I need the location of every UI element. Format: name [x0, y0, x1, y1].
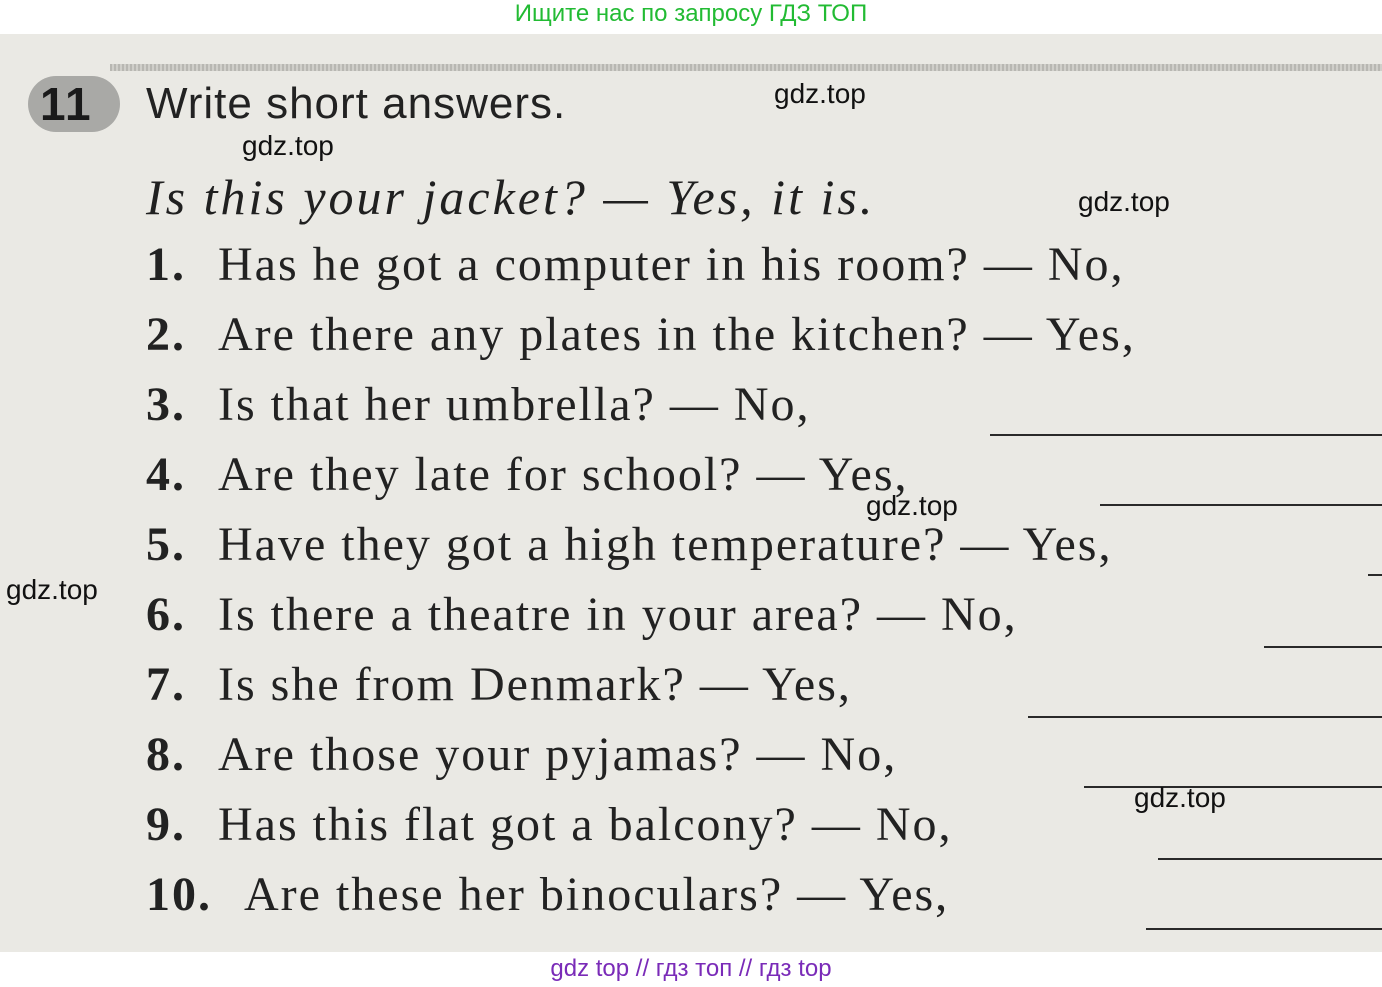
item-text: Are those your pyjamas? — No, — [218, 728, 898, 781]
answer-blank — [1100, 504, 1382, 506]
answer-blank — [1028, 716, 1382, 718]
item-text: Is she from Denmark? — Yes, — [218, 658, 852, 711]
item-number: 8. — [146, 728, 186, 781]
item-text: Is there a theatre in your area? — No, — [218, 588, 1018, 641]
item-text: Has he got a computer in his room? — No, — [218, 238, 1125, 291]
item-text: Are these her binoculars? — Yes, — [244, 868, 950, 921]
bottom-banner[interactable]: gdz top // гдз топ // гдз top — [550, 955, 832, 982]
list-item — [146, 517, 1112, 573]
item-text: Have they got a high temperature? — Yes, — [218, 518, 1113, 571]
list-item — [146, 377, 811, 433]
item-number: 2. — [146, 308, 186, 361]
watermark: gdz.top — [774, 78, 866, 109]
answer-blank — [1264, 646, 1382, 648]
answer-blank — [1084, 786, 1382, 788]
item-number: 9. — [146, 798, 186, 851]
item-number: 7. — [146, 658, 186, 711]
list-item — [146, 727, 897, 783]
watermark: gdz.top — [242, 130, 334, 161]
answer-blank — [1158, 858, 1382, 860]
item-number: 1. — [146, 238, 186, 291]
watermark: gdz.top — [1078, 186, 1170, 217]
exercise-instruction: Write short answers. — [146, 79, 567, 128]
answer-blank — [1368, 574, 1382, 576]
list-item — [146, 307, 1136, 363]
textbook-page — [0, 34, 1382, 952]
watermark: gdz.top — [6, 574, 98, 605]
list-item — [146, 657, 852, 713]
list-item — [146, 587, 1018, 643]
item-number: 5. — [146, 518, 186, 571]
answer-blank — [1146, 928, 1382, 930]
item-number: 4. — [146, 448, 186, 501]
item-text: Are there any plates in the kitchen? — Yes, — [218, 308, 1136, 361]
answer-blank — [990, 434, 1382, 436]
list-item — [146, 867, 949, 923]
exercise-number: 11 — [40, 78, 93, 130]
list-item — [146, 237, 1125, 293]
watermark: gdz.top — [866, 490, 958, 521]
header-rule — [110, 64, 1382, 71]
item-text: Are they late for school? — Yes, — [218, 448, 909, 501]
item-number: 6. — [146, 588, 186, 641]
list-item — [146, 797, 953, 853]
watermark: gdz.top — [1134, 782, 1226, 813]
item-number: 10. — [146, 868, 212, 921]
top-banner: Ищите нас по запросу ГДЗ ТОП — [514, 0, 868, 27]
example-line: Is this your jacket? — Yes, it is. — [146, 169, 876, 225]
item-text: Has this flat got a balcony? — No, — [218, 798, 953, 851]
list-item — [146, 447, 909, 503]
item-number: 3. — [146, 378, 186, 431]
item-text: Is that her umbrella? — No, — [218, 378, 811, 431]
